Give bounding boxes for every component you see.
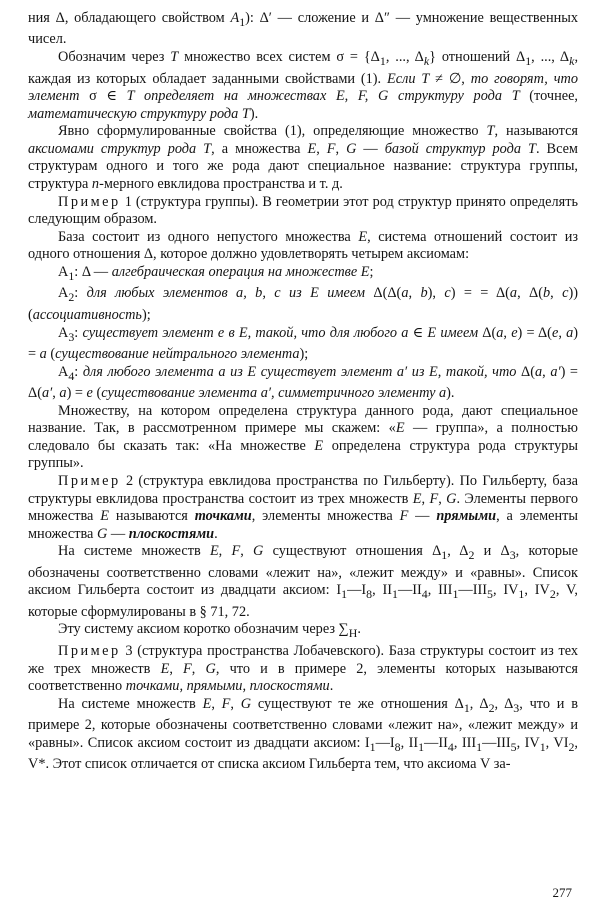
- paragraph: Множеству, на котором определена структура данного рода, дают специальное название. Так, в рассмотренном примере мы скажем: «E — группа», а полностью следовало бы сказать так: «На множестве E определена структура рода структуры группы».: [28, 402, 579, 472]
- paragraph: $A_4$: для любого элемента a из E существует элемент a′ из E, такой, что Δ(a, a′) = Δ(a′, a) = e (существование элемента a′, симметричного элементу a).: [28, 363, 578, 402]
- page-number: 277: [552, 885, 572, 900]
- paragraph: Явно сформулированные свойства (1), определяющие множество T, называются аксиомами структур рода T, а множества E, F, G — базой структур рода T. Всем структурам одного и того же рода дают специальное название: структура группы, структура n-мерного евклидова пространства и т. д.: [28, 123, 578, 193]
- paragraph: Обозначим через T множество всех систем $\sigma = \{\Delta_1$, ..., $\Delta_k$} отношений $\Delta_1$, ..., $\Delta_k$, каждая из которых обладает заданными свойствами (1). Если T ≠ ∅, то говорят, что элемент σ ∈ T определяет на множествах E, F, G структуру рода T (точнее, математическую структуру рода T).: [28, 49, 579, 122]
- page-text: [28, 10, 578, 774]
- paragraph: Пример 2 (структура евклидова пространства по Гильберту). По Гильберту, база структуры евклидова пространства состоит из трех множеств E, F, G. Элементы первого множества E называются точками, элементы множества F — прямыми, а элементы множества G — плоскостями.: [28, 473, 579, 542]
- paragraph: Эту систему аксиом коротко обозначим через $\sum_H$.: [58, 621, 361, 641]
- paragraph: На системе множеств E, F, G существуют те же отношения $\Delta_1$, $\Delta_2$, $\Delta_3$, что и в примере 2, которые обозначены соответственно словами «лежит на», «лежит между» и «равны». Список аксиом состоит из двадцати аксиом: $I_1—I_8$, $II_1—II_4$, $III_1—III_5$, $IV_1$, $VI_2$, V*. Этот список отличается от списка аксиом Гильберта тем, что аксиома V за-: [28, 695, 578, 773]
- paragraph: База состоит из одного непустого множества E, система отношений состоит из одного отношения Δ, которое должно удовлетворять четырем аксиомам:: [28, 228, 578, 263]
- paragraph: Пример 1 (структура группы). В геометрии этот род структур принято определять следующим образом.: [28, 193, 578, 228]
- paragraph: ния Δ, обладающего свойством $A_1$): Δ′ — сложение и Δ″ — умножение вещественных чисел.: [28, 10, 578, 48]
- paragraph: $A_2$: для любых элементов a, b, c из E имеем Δ(Δ(a, b), c) = = Δ(a, Δ(b, c)) (ассоциативность);: [28, 285, 579, 323]
- paragraph: $A_1$: Δ — алгебраическая операция на множестве E;: [58, 264, 374, 283]
- paragraph: На системе множеств E, F, G существуют отношения $\Delta_1$, $\Delta_2$ и $\Delta_3$, которые обозначены соответственно словами «лежит на», «лежит между» и «равны». Список аксиом Гильберта состоит из двадцати аксиом: $I_1—I_8$, $II_1—II_4$, $III_1—III_5$, $IV_1$, $IV_2$, V, которые сформулированы в § 71, 72.: [28, 543, 579, 620]
- paragraph: Пример 3 (структура пространства Лобачевского). База структуры состоит из тех же трех множеств E, F, G, что и в примере 2, элементы которых называются соответственно точками, прямыми, плоскостями.: [28, 642, 578, 695]
- paragraph: $A_3$: существует элемент e в E, такой, что для любого a ∈ E имеем Δ(a, e) = Δ(e, a) = a (существование нейтрального элемента);: [28, 324, 579, 362]
